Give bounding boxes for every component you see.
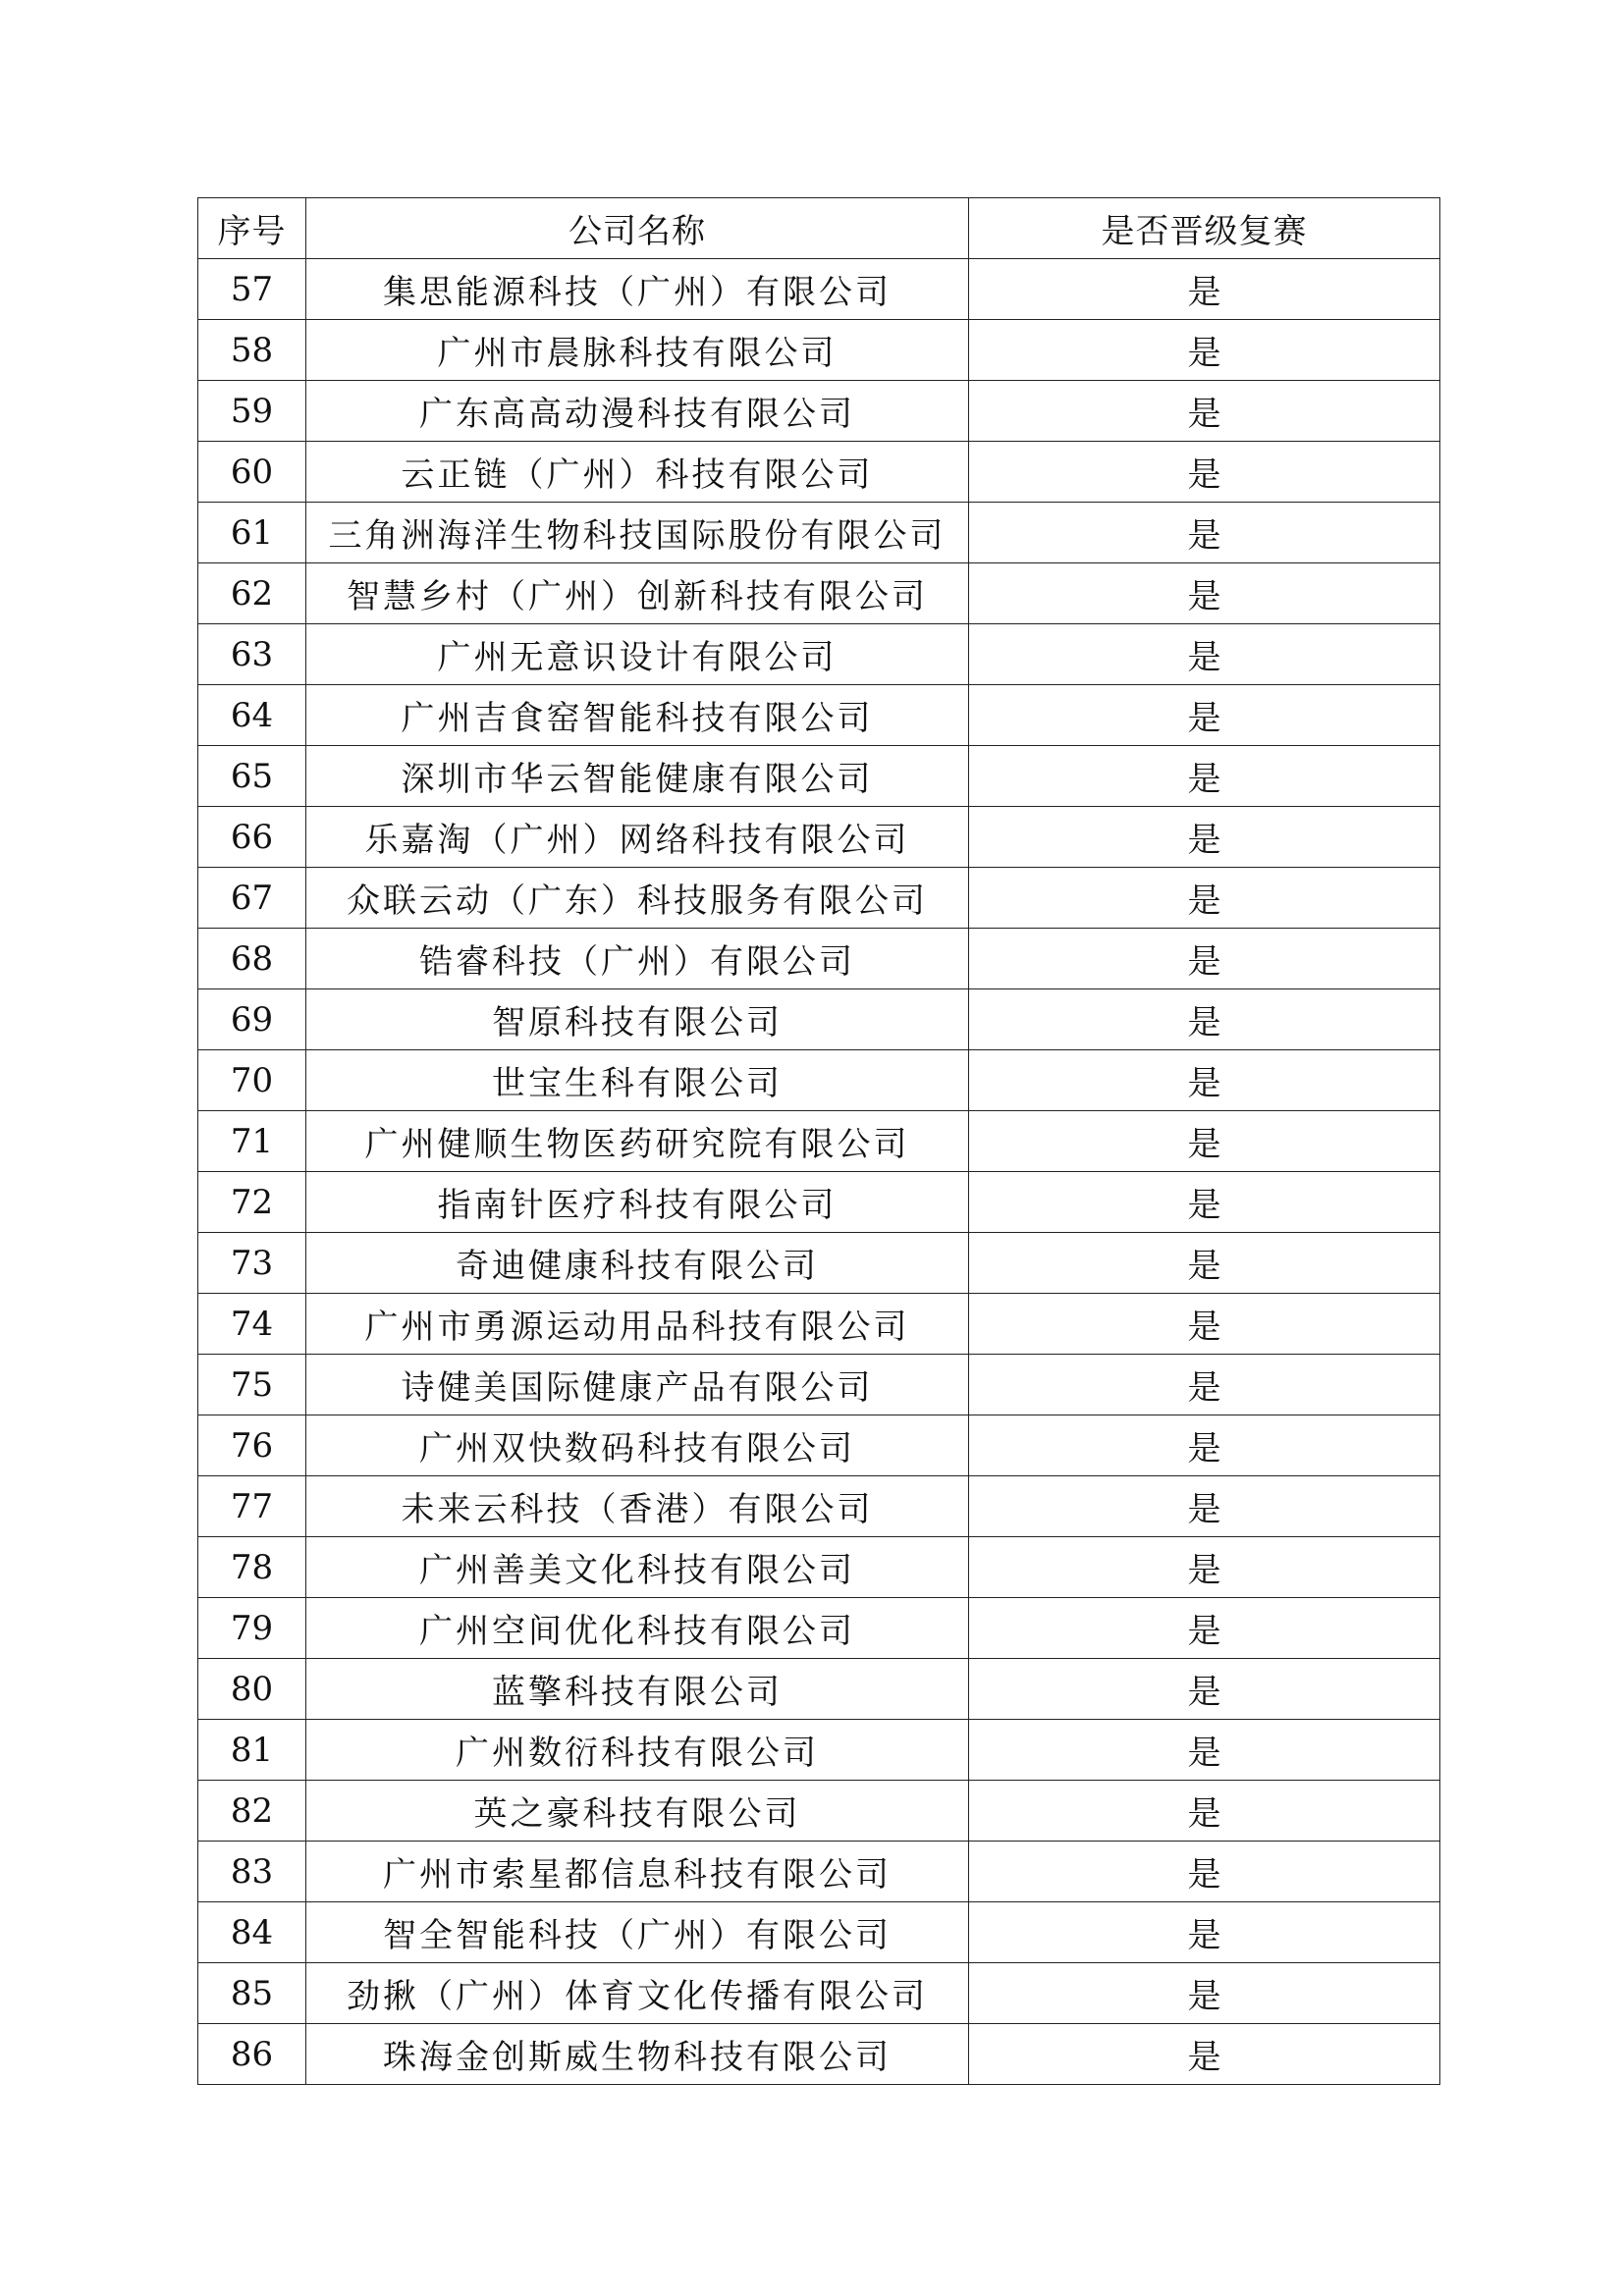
row-serial-number: 65 xyxy=(198,746,306,807)
table-row xyxy=(198,746,1440,807)
row-serial-number: 85 xyxy=(198,1963,306,2024)
table-row xyxy=(198,503,1440,563)
row-company-name: 三角洲海洋生物科技国际股份有限公司 xyxy=(306,503,969,563)
row-advance-status: 是 xyxy=(969,1720,1440,1781)
row-advance-status: 是 xyxy=(969,1233,1440,1294)
row-company-name: 珠海金创斯威生物科技有限公司 xyxy=(306,2024,969,2085)
row-company-name: 指南针医疗科技有限公司 xyxy=(306,1172,969,1233)
table-row xyxy=(198,1476,1440,1537)
row-company-name: 深圳市华云智能健康有限公司 xyxy=(306,746,969,807)
row-serial-number: 84 xyxy=(198,1902,306,1963)
row-serial-number: 67 xyxy=(198,868,306,929)
row-advance-status: 是 xyxy=(969,2024,1440,2085)
row-serial-number: 73 xyxy=(198,1233,306,1294)
row-company-name: 智慧乡村（广州）创新科技有限公司 xyxy=(306,563,969,624)
row-advance-status: 是 xyxy=(969,1537,1440,1598)
table-row xyxy=(198,868,1440,929)
row-company-name: 劲揪（广州）体育文化传播有限公司 xyxy=(306,1963,969,2024)
row-serial-number: 79 xyxy=(198,1598,306,1659)
row-serial-number: 76 xyxy=(198,1415,306,1476)
row-serial-number: 64 xyxy=(198,685,306,746)
row-advance-status: 是 xyxy=(969,868,1440,929)
row-advance-status: 是 xyxy=(969,503,1440,563)
row-advance-status: 是 xyxy=(969,746,1440,807)
row-company-name: 广州善美文化科技有限公司 xyxy=(306,1537,969,1598)
company-table xyxy=(197,197,1440,2085)
row-serial-number: 69 xyxy=(198,989,306,1050)
table-row xyxy=(198,1537,1440,1598)
row-company-name: 未来云科技（香港）有限公司 xyxy=(306,1476,969,1537)
row-company-name: 蓝擎科技有限公司 xyxy=(306,1659,969,1720)
row-serial-number: 57 xyxy=(198,259,306,320)
row-company-name: 广州无意识设计有限公司 xyxy=(306,624,969,685)
row-company-name: 广州健顺生物医药研究院有限公司 xyxy=(306,1111,969,1172)
table-row xyxy=(198,929,1440,989)
row-advance-status: 是 xyxy=(969,929,1440,989)
row-serial-number: 81 xyxy=(198,1720,306,1781)
header-serial-number: 序号 xyxy=(198,198,306,259)
row-advance-status: 是 xyxy=(969,1415,1440,1476)
row-serial-number: 62 xyxy=(198,563,306,624)
row-advance-status: 是 xyxy=(969,1050,1440,1111)
row-serial-number: 80 xyxy=(198,1659,306,1720)
row-serial-number: 60 xyxy=(198,442,306,503)
table-row xyxy=(198,624,1440,685)
table-row xyxy=(198,1963,1440,2024)
row-serial-number: 61 xyxy=(198,503,306,563)
row-company-name: 广州数衍科技有限公司 xyxy=(306,1720,969,1781)
row-company-name: 锆睿科技（广州）有限公司 xyxy=(306,929,969,989)
row-company-name: 众联云动（广东）科技服务有限公司 xyxy=(306,868,969,929)
row-company-name: 诗健美国际健康产品有限公司 xyxy=(306,1355,969,1415)
table-row xyxy=(198,2024,1440,2085)
table-row xyxy=(198,1233,1440,1294)
row-company-name: 广州市勇源运动用品科技有限公司 xyxy=(306,1294,969,1355)
row-company-name: 广州双快数码科技有限公司 xyxy=(306,1415,969,1476)
row-advance-status: 是 xyxy=(969,1172,1440,1233)
row-advance-status: 是 xyxy=(969,320,1440,381)
row-company-name: 世宝生科有限公司 xyxy=(306,1050,969,1111)
row-advance-status: 是 xyxy=(969,1842,1440,1902)
row-serial-number: 86 xyxy=(198,2024,306,2085)
table-row xyxy=(198,1355,1440,1415)
header-advance-status: 是否晋级复赛 xyxy=(969,198,1440,259)
row-serial-number: 82 xyxy=(198,1781,306,1842)
row-advance-status: 是 xyxy=(969,381,1440,442)
row-serial-number: 68 xyxy=(198,929,306,989)
table-row xyxy=(198,442,1440,503)
table-row xyxy=(198,685,1440,746)
row-serial-number: 77 xyxy=(198,1476,306,1537)
row-advance-status: 是 xyxy=(969,989,1440,1050)
table-row xyxy=(198,259,1440,320)
row-advance-status: 是 xyxy=(969,1476,1440,1537)
table-row xyxy=(198,1598,1440,1659)
table-row xyxy=(198,1111,1440,1172)
table-row xyxy=(198,381,1440,442)
row-company-name: 英之豪科技有限公司 xyxy=(306,1781,969,1842)
table-row xyxy=(198,1659,1440,1720)
table-row xyxy=(198,1294,1440,1355)
table-header-row xyxy=(198,198,1440,259)
row-serial-number: 78 xyxy=(198,1537,306,1598)
table-row xyxy=(198,989,1440,1050)
row-serial-number: 83 xyxy=(198,1842,306,1902)
row-advance-status: 是 xyxy=(969,807,1440,868)
row-serial-number: 75 xyxy=(198,1355,306,1415)
row-serial-number: 74 xyxy=(198,1294,306,1355)
row-serial-number: 71 xyxy=(198,1111,306,1172)
table-body xyxy=(198,259,1440,2085)
row-advance-status: 是 xyxy=(969,1963,1440,2024)
table-row xyxy=(198,1415,1440,1476)
row-company-name: 智原科技有限公司 xyxy=(306,989,969,1050)
row-company-name: 奇迪健康科技有限公司 xyxy=(306,1233,969,1294)
row-serial-number: 70 xyxy=(198,1050,306,1111)
row-company-name: 云正链（广州）科技有限公司 xyxy=(306,442,969,503)
row-company-name: 广东高高动漫科技有限公司 xyxy=(306,381,969,442)
row-advance-status: 是 xyxy=(969,563,1440,624)
row-serial-number: 58 xyxy=(198,320,306,381)
row-advance-status: 是 xyxy=(969,685,1440,746)
row-advance-status: 是 xyxy=(969,1902,1440,1963)
table-row xyxy=(198,1172,1440,1233)
table-row xyxy=(198,320,1440,381)
row-serial-number: 63 xyxy=(198,624,306,685)
row-advance-status: 是 xyxy=(969,1598,1440,1659)
row-advance-status: 是 xyxy=(969,259,1440,320)
row-serial-number: 66 xyxy=(198,807,306,868)
row-company-name: 智全智能科技（广州）有限公司 xyxy=(306,1902,969,1963)
row-advance-status: 是 xyxy=(969,1111,1440,1172)
row-company-name: 广州市晨脉科技有限公司 xyxy=(306,320,969,381)
table-row xyxy=(198,1781,1440,1842)
row-company-name: 广州吉食窑智能科技有限公司 xyxy=(306,685,969,746)
row-advance-status: 是 xyxy=(969,1659,1440,1720)
row-advance-status: 是 xyxy=(969,1294,1440,1355)
row-serial-number: 72 xyxy=(198,1172,306,1233)
row-company-name: 集思能源科技（广州）有限公司 xyxy=(306,259,969,320)
table-row xyxy=(198,807,1440,868)
row-company-name: 广州市索星都信息科技有限公司 xyxy=(306,1842,969,1902)
row-advance-status: 是 xyxy=(969,1355,1440,1415)
row-advance-status: 是 xyxy=(969,624,1440,685)
row-serial-number: 59 xyxy=(198,381,306,442)
table-row xyxy=(198,1050,1440,1111)
row-advance-status: 是 xyxy=(969,442,1440,503)
row-advance-status: 是 xyxy=(969,1781,1440,1842)
row-company-name: 乐嘉淘（广州）网络科技有限公司 xyxy=(306,807,969,868)
table-row xyxy=(198,1720,1440,1781)
header-company-name: 公司名称 xyxy=(306,198,969,259)
table-row xyxy=(198,1842,1440,1902)
table-row xyxy=(198,1902,1440,1963)
table-row xyxy=(198,563,1440,624)
row-company-name: 广州空间优化科技有限公司 xyxy=(306,1598,969,1659)
